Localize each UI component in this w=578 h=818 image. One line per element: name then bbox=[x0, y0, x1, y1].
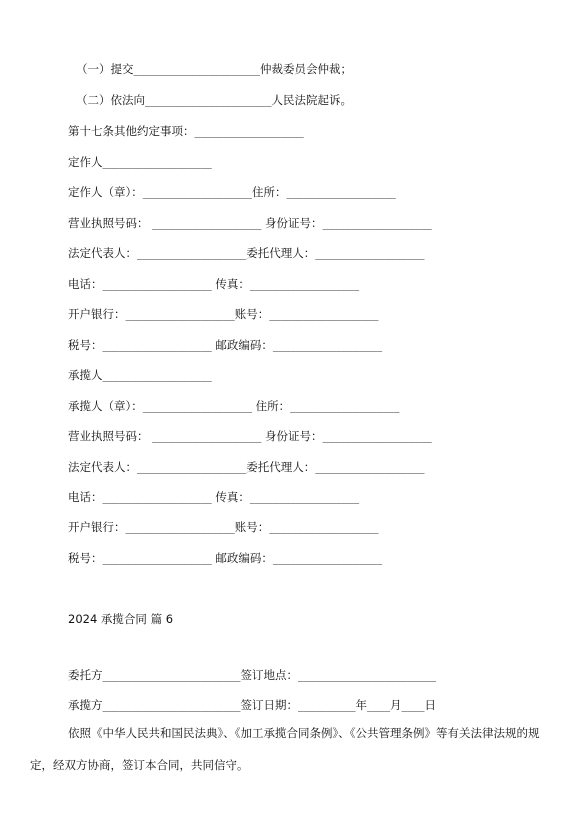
contractor-phone-fax-line: 电话：___________________ 传真：___________________ bbox=[68, 490, 360, 504]
contractor-heading-line: 承揽人___________________ bbox=[68, 368, 212, 382]
contractor-party-line: 承揽方________________________签订日期：__________年____月____日 bbox=[68, 698, 436, 712]
contractor-bank-account-line: 开户银行：___________________账号：___________________ bbox=[68, 520, 379, 534]
court-clause-line: （二）依法向______________________人民法院起诉。 bbox=[76, 93, 352, 107]
orderer-bank-account-line: 开户银行：___________________账号：___________________ bbox=[68, 307, 379, 321]
orderer-heading-line: 定作人___________________ bbox=[68, 155, 212, 169]
section-heading: 2024 承揽合同 篇 6 bbox=[68, 612, 174, 626]
orderer-license-id-line: 营业执照号码： ___________________ 身份证号：___________________ bbox=[68, 216, 432, 230]
contractor-seal-address-line: 承揽人（章）：___________________ 住所：___________________ bbox=[68, 399, 400, 413]
contractor-tax-postal-line: 税号：___________________ 邮政编码：___________________ bbox=[68, 551, 383, 565]
arbitration-clause-line: （一）提交______________________仲裁委员会仲裁； bbox=[76, 62, 352, 76]
client-party-line: 委托方________________________签订地点：________________________ bbox=[68, 668, 436, 682]
orderer-representative-line: 法定代表人：___________________委托代理人：___________________ bbox=[68, 246, 425, 260]
contractor-representative-line: 法定代表人：___________________委托代理人：___________________ bbox=[68, 460, 425, 474]
orderer-tax-postal-line: 税号：___________________ 邮政编码：___________________ bbox=[68, 338, 383, 352]
orderer-seal-address-line: 定作人（章）：___________________住所：___________________ bbox=[68, 185, 396, 199]
intro-paragraph: 依照《中华人民共和国民法典》、《加工承揽合同条例》、《公共管理条例》等有关法律法规的规定，经双方协商，签订本合同，共同信守。 bbox=[30, 726, 540, 772]
other-matters-line: 第十七条其他约定事项：___________________ bbox=[68, 124, 304, 138]
orderer-phone-fax-line: 电话：___________________ 传真：___________________ bbox=[68, 277, 360, 291]
contractor-license-id-line: 营业执照号码： ___________________ 身份证号：___________________ bbox=[68, 429, 432, 443]
